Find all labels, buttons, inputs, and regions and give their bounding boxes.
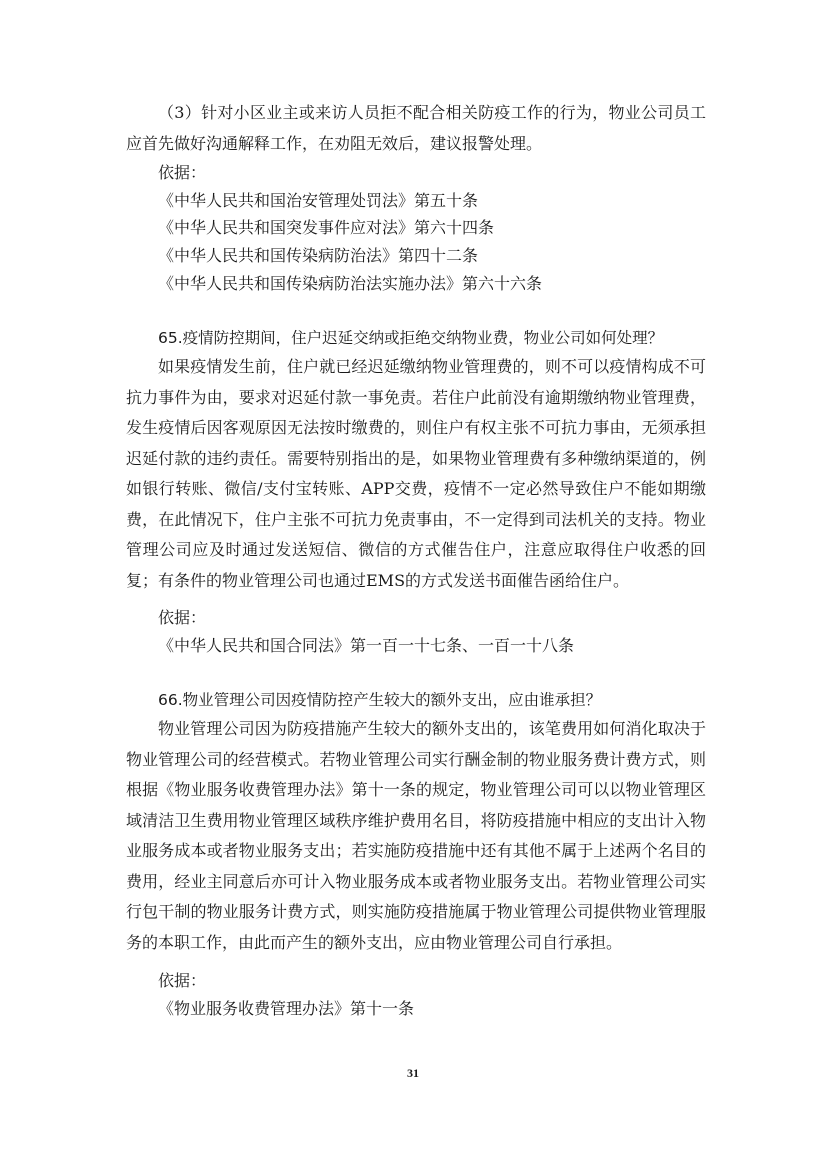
section64-law-1: 《中华人民共和国治安管理处罚法》第五十条 bbox=[158, 191, 479, 210]
section65-body: 如果疫情发生前，住户就已经迟延缴纳物业管理费的，则不可以疫情构成不可抗力事件为由，要求对迟延付款一事免责。若住户此前没有逾期缴纳物业管理费，发生疫情后因客观原因无法按时缴费的，则住户有权主张不可抗力事由，无须承担迟延付款的违约责任。需要特别指出的是，如果物业管理费有多种缴纳渠道的，例如银行转账、微信/支付宝转账、APP交费，疫情不一定必然导致住户不能如期缴费，在此情况下，住户主张不可抗力免责事由，不一定得到司法机关的支持。物业管理公司应及时通过发送短信、微信的方式催告住户，注意应取得住户收悉的回复；有条件的物业管理公司也通过EMS的方式发送书面催告函给住户。 bbox=[126, 357, 706, 590]
section65-basis-label: 依据： bbox=[158, 608, 207, 627]
section65-title: 65.疫情防控期间，住户迟延交纳或拒绝交纳物业费，物业公司如何处理？ bbox=[158, 329, 664, 347]
section64-law-4: 《中华人民共和国传染病防治法实施办法》第六十六条 bbox=[158, 274, 543, 293]
section66-law: 《物业服务收费管理办法》第十一条 bbox=[158, 999, 415, 1018]
section66-basis-label: 依据： bbox=[158, 971, 207, 990]
section64-basis-label: 依据： bbox=[158, 163, 207, 182]
page-number: 31 bbox=[407, 1066, 419, 1080]
section66-title: 66.物业管理公司因疫情防控产生较大的额外支出，应由谁承担？ bbox=[158, 691, 602, 709]
section64-item3: （3）针对小区业主或来访人员拒不配合相关防疫工作的行为，物业公司员工应首先做好沟通解释工作，在劝阻无效后，建议报警处理。 bbox=[126, 103, 706, 153]
section64-law-3: 《中华人民共和国传染病防治法》第四十二条 bbox=[158, 246, 479, 265]
section64-law-2: 《中华人民共和国突发事件应对法》第六十四条 bbox=[158, 218, 495, 237]
section65-law: 《中华人民共和国合同法》第一百一十七条、一百一十八条 bbox=[158, 636, 575, 655]
section66-body: 物业管理公司因为防疫措施产生较大的额外支出的，该笔费用如何消化取决于物业管理公司的经营模式。若物业管理公司实行酬金制的物业服务费计费方式，则根据《物业服务收费管理办法》第十一条的规定，物业管理公司可以以物业管理区域清洁卫生费用物业管理区域秩序维护费用名目，将防疫措施中相应的支出计入物业服务成本或者物业服务支出；若实施防疫措施中还有其他不属于上述两个名目的费用，经业主同意后亦可计入物业服务成本或者物业服务支出。若物业管理公司实行包干制的物业服务计费方式，则实施防疫措施属于物业管理公司提供物业管理服务的本职工作，由此而产生的额外支出，应由物业管理公司自行承担。 bbox=[126, 719, 706, 952]
